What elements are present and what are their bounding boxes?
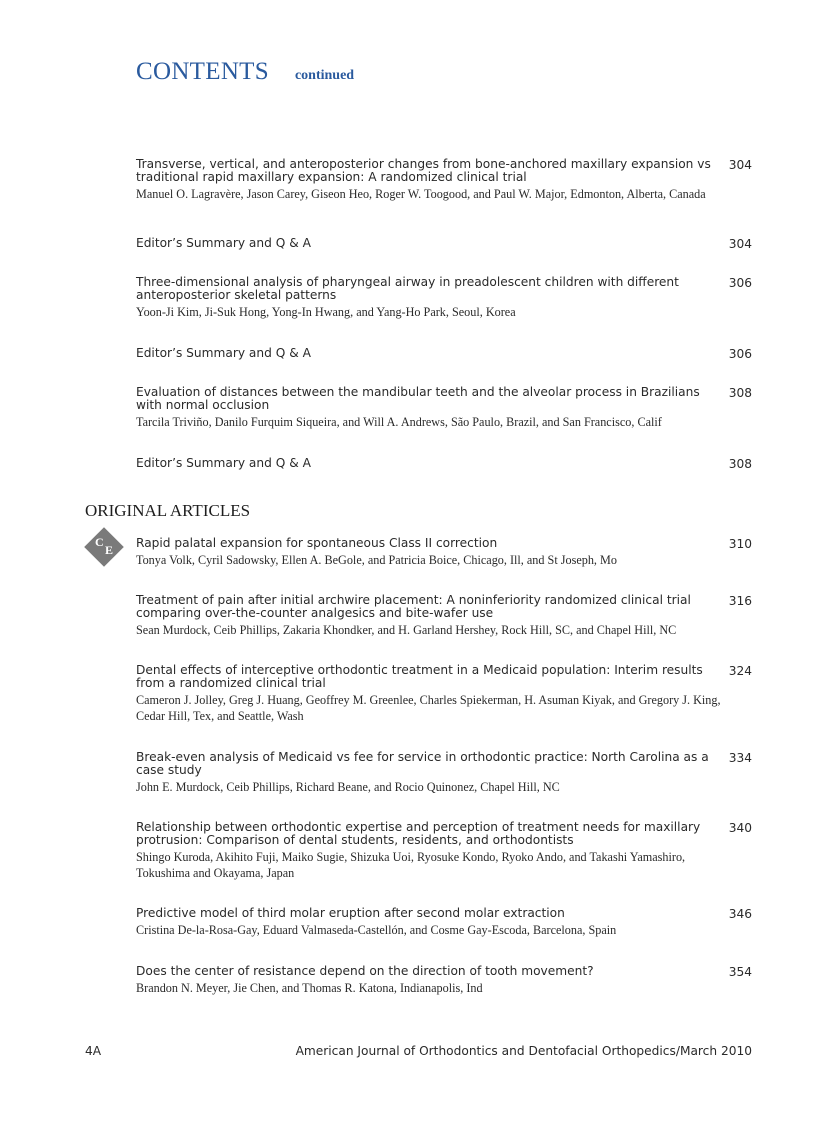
diamond-shape [84, 527, 124, 567]
article-title[interactable]: Evaluation of distances between the mandibular teeth and the alveolar process in Brazilians with normal occlusion [136, 385, 700, 412]
page-number: 308 [728, 386, 752, 400]
article-authors: Shingo Kuroda, Akihito Fuji, Maiko Sugie, Shizuka Uoi, Ryosuke Kondo, Ryoko Ando, and Takashi Yamashiro, Tokushima and Okayama, Japan [136, 850, 686, 880]
page-number: 324 [728, 664, 752, 678]
article-authors: Manuel O. Lagravère, Jason Carey, Giseon Heo, Roger W. Toogood, and Paul W. Major, Edmonton, Alberta, Canada [136, 187, 706, 201]
ce-badge-letter-c: C [95, 535, 104, 549]
article-authors: Cameron J. Jolley, Greg J. Huang, Geoffrey M. Greenlee, Charles Spiekerman, H. Asuman Kiyak, and Gregory J. King, Cedar Hill, Tex, and Seattle, Wash [136, 693, 721, 723]
toc-entry[interactable] [136, 457, 752, 470]
page-number: 354 [728, 965, 752, 979]
toc-entry[interactable] [136, 907, 752, 938]
toc-entry[interactable] [136, 594, 752, 638]
page-subtitle: continued [294, 68, 355, 83]
page-number: 306 [728, 276, 752, 290]
ce-badge-letter-e: E [105, 543, 114, 557]
page-number: 316 [728, 594, 752, 608]
article-authors: Cristina De-la-Rosa-Gay, Eduard Valmaseda-Castellón, and Cosme Gay-Escoda, Barcelona, Spain [136, 923, 617, 937]
article-title[interactable]: Editor’s Summary and Q & A [136, 456, 311, 470]
toc-entry[interactable] [136, 537, 752, 568]
article-title[interactable]: Rapid palatal expansion for spontaneous Class II correction [136, 536, 498, 550]
article-authors: Brandon N. Meyer, Jie Chen, and Thomas R. Katona, Indianapolis, Ind [136, 981, 483, 995]
toc-entry[interactable] [136, 965, 752, 996]
footer-page-label: 4A [85, 1044, 102, 1058]
article-authors: Yoon-Ji Kim, Ji-Suk Hong, Yong-In Hwang, and Yang-Ho Park, Seoul, Korea [136, 305, 516, 319]
section-heading: ORIGINAL ARTICLES [85, 501, 251, 520]
article-title[interactable]: Three-dimensional analysis of pharyngeal airway in preadolescent children with different anteroposterior skeletal patterns [136, 275, 679, 302]
article-title[interactable]: Transverse, vertical, and anteroposterior changes from bone-anchored maxillary expansion vs traditional rapid maxillary expansion: A randomized clinical trial [136, 157, 711, 184]
page-number: 346 [728, 907, 752, 921]
toc-entry[interactable] [136, 821, 752, 881]
page-number: 306 [728, 347, 752, 361]
page-number: 310 [728, 537, 752, 551]
page-number: 304 [728, 158, 752, 172]
toc-entry[interactable] [136, 237, 752, 250]
article-title[interactable]: Predictive model of third molar eruption after second molar extraction [136, 906, 565, 920]
toc-entry[interactable] [136, 276, 752, 320]
footer-journal: American Journal of Orthodontics and Dentofacial Orthopedics/March 2010 [295, 1044, 752, 1058]
article-title[interactable]: Treatment of pain after initial archwire placement: A noninferiority randomized clinical trial comparing over-the-counter analgesics and bite-wafer use [136, 593, 691, 620]
page-number: 308 [728, 457, 752, 471]
page-number: 334 [728, 751, 752, 765]
article-authors: John E. Murdock, Ceib Phillips, Richard Beane, and Rocio Quinonez, Chapel Hill, NC [136, 780, 560, 794]
toc-entry[interactable] [136, 751, 752, 795]
ce-badge-icon [84, 527, 124, 567]
toc-entry[interactable] [136, 386, 752, 430]
toc-entry[interactable] [136, 664, 752, 724]
article-title[interactable]: Editor’s Summary and Q & A [136, 236, 311, 250]
article-title[interactable]: Relationship between orthodontic expertise and perception of treatment needs for maxillary protrusion: Comparison of dental students, residents, and orthodontists [136, 820, 701, 847]
article-title[interactable]: Does the center of resistance depend on the direction of tooth movement? [136, 964, 594, 978]
article-authors: Tonya Volk, Cyril Sadowsky, Ellen A. BeGole, and Patricia Boice, Chicago, Ill, and St Joseph, Mo [136, 553, 617, 567]
page-title: CONTENTS [136, 58, 269, 85]
article-title[interactable]: Editor’s Summary and Q & A [136, 346, 311, 360]
toc-entry[interactable] [136, 347, 752, 360]
contents-header [136, 58, 354, 86]
article-title[interactable]: Dental effects of interceptive orthodontic treatment in a Medicaid population: Interim results from a randomized clinical trial [136, 663, 703, 690]
toc-entry[interactable] [136, 158, 752, 202]
article-title[interactable]: Break-even analysis of Medicaid vs fee for service in orthodontic practice: North Carolina as a case study [136, 750, 709, 777]
article-authors: Sean Murdock, Ceib Phillips, Zakaria Khondker, and H. Garland Hershey, Rock Hill, SC, and Chapel Hill, NC [136, 623, 677, 637]
page-number: 304 [728, 237, 752, 251]
article-authors: Tarcila Triviño, Danilo Furquim Siqueira, and Will A. Andrews, São Paulo, Brazil, and San Francisco, Calif [136, 415, 662, 429]
page-number: 340 [728, 821, 752, 835]
